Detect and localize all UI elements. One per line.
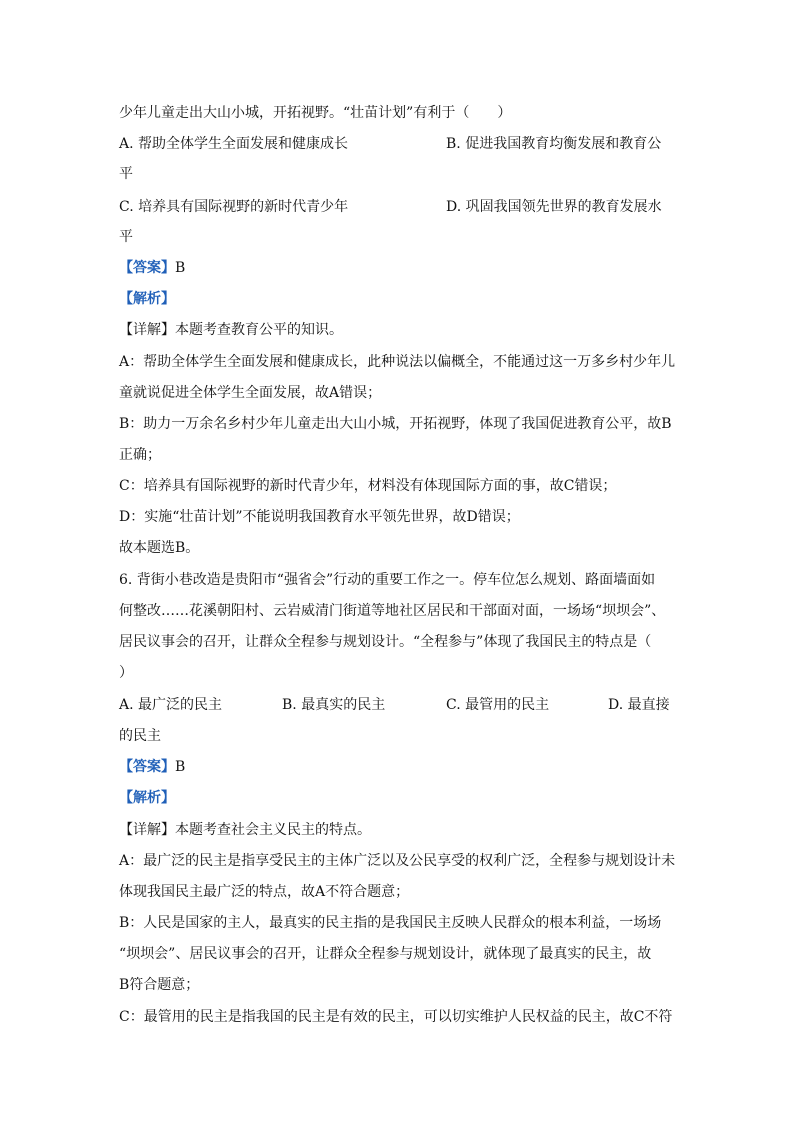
q5-option-c: C. 培养具有国际视野的新时代青少年: [119, 199, 349, 215]
q6-option-d: D. 最直接: [608, 697, 670, 713]
q5-analysis-line: 童就说促进全体学生全面发展，故A错误；: [119, 385, 382, 401]
q5-detail: [119, 320, 343, 340]
q6-option-c: C. 最管用的民主: [446, 697, 550, 713]
q5-analysis-line: 正确；: [119, 447, 161, 463]
q5-analysis-label: 【解析】: [119, 291, 175, 307]
q5-answer-value: B: [175, 260, 186, 276]
q6-detail-label: 【详解】: [119, 822, 175, 838]
q5-conclusion: 故本题选B。: [119, 540, 200, 556]
q6-option-b: B. 最真实的民主: [282, 697, 386, 713]
q6-detail: [119, 820, 371, 840]
q5-analysis-line: D：实施“壮苗计划”不能说明我国教育水平领先世界，故D错误；: [119, 509, 520, 525]
q5-answer: [119, 258, 185, 278]
q6-analysis-line: B：人民是国家的主人，最真实的民主指的是我国民主反映人民群众的根本利益，一场场: [119, 915, 662, 931]
q5-answer-label: 【答案】: [119, 260, 175, 276]
q5-analysis-line: C：培养具有国际视野的新时代青少年，材料没有体现国际方面的事，故C错误；: [119, 478, 617, 494]
q5-analysis-line: B：助力一万余名乡村少年儿童走出大山小城，开拓视野，体现了我国促进教育公平，故B: [119, 416, 672, 432]
q5-analysis: [119, 289, 175, 309]
q6-analysis-line: B符合题意；: [119, 977, 200, 993]
q6-analysis-line: 体现我国民主最广泛的特点，故A不符合题意；: [119, 884, 410, 900]
q5-option-d: D. 巩固我国领先世界的教育发展水: [446, 199, 662, 215]
q5-option-b: B. 促进我国教育均衡发展和教育公: [446, 136, 662, 152]
q6-stem-line: ）: [119, 665, 133, 681]
q6-stem-line: 何整改……花溪朝阳村、云岩威清门街道等地社区居民和干部面对面，一场场“坝坝会”、: [119, 603, 666, 619]
q6-analysis-label: 【解析】: [119, 790, 175, 806]
q5-option-a: A. 帮助全体学生全面发展和健康成长: [119, 136, 349, 152]
q5-option-b-cont: 平: [119, 166, 133, 182]
q6-option-d-cont: 的民主: [119, 728, 161, 744]
q6-answer-label: 【答案】: [119, 759, 175, 775]
q6-answer: [119, 757, 185, 777]
q6-stem-line: 居民议事会的召开，让群众全程参与规划设计。“全程参与”体现了我国民主的特点是（: [119, 634, 652, 650]
q6-analysis-line: C：最管用的民主是指我国的民主是有效的民主，可以切实维护人民权益的民主，故C不符: [119, 1009, 673, 1025]
q6-analysis-line: A：最广泛的民主是指享受民主的主体广泛以及公民享受的权利广泛，全程参与规划设计未: [119, 853, 676, 869]
q6-analysis-line: “坝坝会”、居民议事会的召开，让群众全程参与规划设计，就体现了最真实的民主，故: [119, 946, 652, 962]
q5-option-d-cont: 平: [119, 229, 133, 245]
q5-analysis-line: A：帮助全体学生全面发展和健康成长，此种说法以偏概全，不能通过这一万多乡村少年儿: [119, 354, 676, 370]
q5-stem: 少年儿童走出大山小城，开拓视野。“壮苗计划”有利于（ ）: [119, 105, 512, 121]
q6-option-a: A. 最广泛的民主: [119, 697, 223, 713]
q5-detail-label: 【详解】: [119, 322, 175, 338]
q6-stem-line: 6. 背街小巷改造是贵阳市“强省会”行动的重要工作之一。停车位怎么规划、路面墙面如: [119, 572, 656, 588]
q6-detail-intro: 本题考查社会主义民主的特点。: [175, 822, 371, 838]
q6-analysis: [119, 788, 175, 808]
q5-detail-intro: 本题考查教育公平的知识。: [175, 322, 343, 338]
q6-answer-value: B: [175, 759, 186, 775]
